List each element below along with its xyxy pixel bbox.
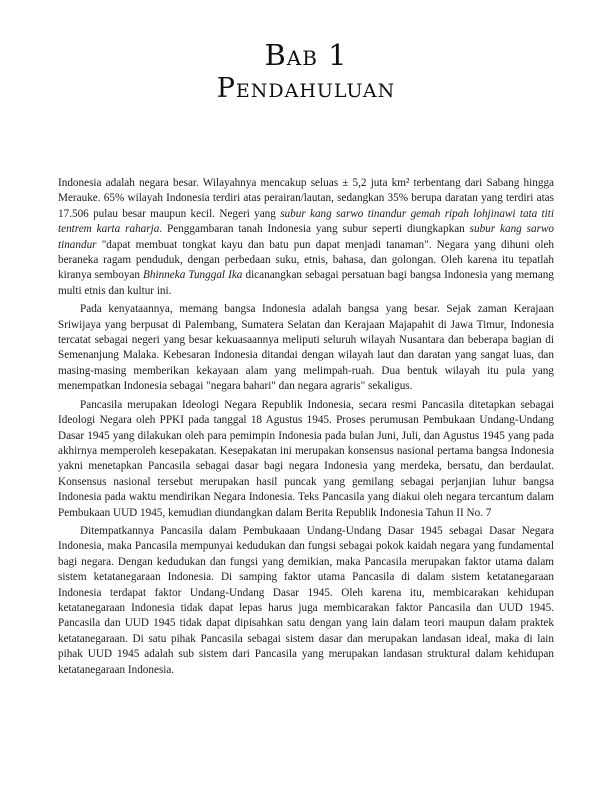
text-run: Pancasila merupakan Ideologi Negara Republik Indonesia, secara resmi Pancasila ditetapkan sebagai Ideologi Negara oleh PPKI pada tanggal 18 Agustus 1945. Proses perumusan Pembukaan Undang-Undang Dasar 1945 yang dilakukan oleh para pemimpin Indonesia pada bulan Juni, Juli, dan Agustus 1945 yang pada akhirnya memperoleh kesepakatan. Kesepakatan ini merupakan konsensus nasional pertama bangsa Indonesia yakni menetapkan Pancasila sebagai dasar bagi negara Indonesia yang merdeka, bersatu, dan berdaulat. Konsensus nasional tersebut merupakan hasil puncak yang gemilang sebagai perjanjian luhur bangsa Indonesia pada waktu mendirikan Negara Indonesia. Teks Pancasila yang diakui oleh negara tercantum dalam Pembukaan UUD 1945, kemudian diundangkan dalam Berita Republik Indonesia Tahun II No. 7 — [58, 398, 554, 519]
text-run: "dapat membuat tongkat kayu dan batu pun dapat menjadi tanaman". Negara yang dihuni oleh beraneka ragam penduduk, dengan perbedaan suku, etnis, bahasa, dan golongan. Oleh karena itu tepatlah kiranya semboyan — [58, 238, 554, 282]
text-run: Pada kenyataannya, memang bangsa Indonesia adalah bangsa yang besar. Sejak zaman Kerajaan Sriwijaya yang berpusat di Palembang, Sumatera Selatan dan Kerajaan Majapahit di Jawa Timur, Indonesia tercatat sebagai negeri yang besar kekuasaannya meliputi seluruh wilayah Nusantara dan beberapa bagian di Semenanjung Malaka. Kebesaran Indonesia ditandai dengan wilayah laut dan daratan yang sangat luas, dan masing-masing memberikan kekayaan alam yang melimpah-ruah. Dua bentuk wilayah itu pula yang menempatkan Indonesia sebagai "negara bahari" dan negara agraris" sekaligus. — [58, 303, 554, 393]
chapter-number: Bab 1 — [264, 38, 348, 72]
italic-phrase: subur kang sarwo tinandur — [58, 223, 555, 251]
paragraph-4 — [58, 524, 554, 678]
paragraph-2 — [58, 302, 554, 394]
body-text — [58, 176, 554, 681]
text-run: Ditempatkannya Pancasila dalam Pembukaaan Undang-Undang Dasar 1945 sebagai Dasar Negara Indonesia, maka Pancasila mempunyai kedudukan dan fungsi sebagai pokok kaidah negara yang fundamental bagi negara. Dengan kedudukan dan fungsi yang demikian, maka Pancasila merupakan faktor utama dalam sistem ketatanegaraan Indonesia. Di samping faktor utama Pancasila di dalam sistem ketatanegaraan Indonesia terdapat faktor Undang-Undang Dasar 1945. Oleh karena itu, membicarakan kehidupan ketatanegaraan Indonesia tidak dapat lepas harus juga membicarakan faktor Pancasila dan UUD 1945. Pancasila dan UUD 1945 tidak dapat dipisahkan satu dengan yang lain dalam teori maupun dalam praktek ketatanegaraan. Di satu pihak Pancasila sebagai sistem dasar dan merupakan landasan ideal, maka di lain pihak UUD 1945 adalah sub sistem dari Pancasila yang merupakan landasan struktural dalam kehidupan ketatanegaraan Indonesia. — [58, 524, 554, 676]
italic-phrase: Bhinneka Tunggal Ika — [143, 269, 243, 282]
paragraph-3 — [58, 398, 554, 521]
chapter-title: Pendahuluan — [216, 73, 396, 104]
text-run: Indonesia adalah negara besar. Wilayahnya mencakup seluas ± 5,2 juta km² terbentang dari Sabang hingga Merauke. 65% wilayah Indonesia terdiri atas perairan/lautan, sedangkan 35% berupa daratan yang terdiri atas 17.506 pulau besar maupun kecil. Negeri yang — [58, 177, 554, 220]
italic-phrase: subur kang sarwo tinandur gemah ripah lohjinawi tata titi tentrem karta raharja — [58, 207, 554, 236]
text-run: . Penggambaran tanah Indonesia yang subur seperti diungkapkan — [159, 223, 470, 236]
paragraph-1 — [58, 176, 554, 299]
text-run: dicanangkan sebagai persatuan bagi bangsa Indonesia yang memang multi etnis dan kultur ini. — [58, 269, 554, 297]
chapter-heading — [0, 38, 612, 106]
